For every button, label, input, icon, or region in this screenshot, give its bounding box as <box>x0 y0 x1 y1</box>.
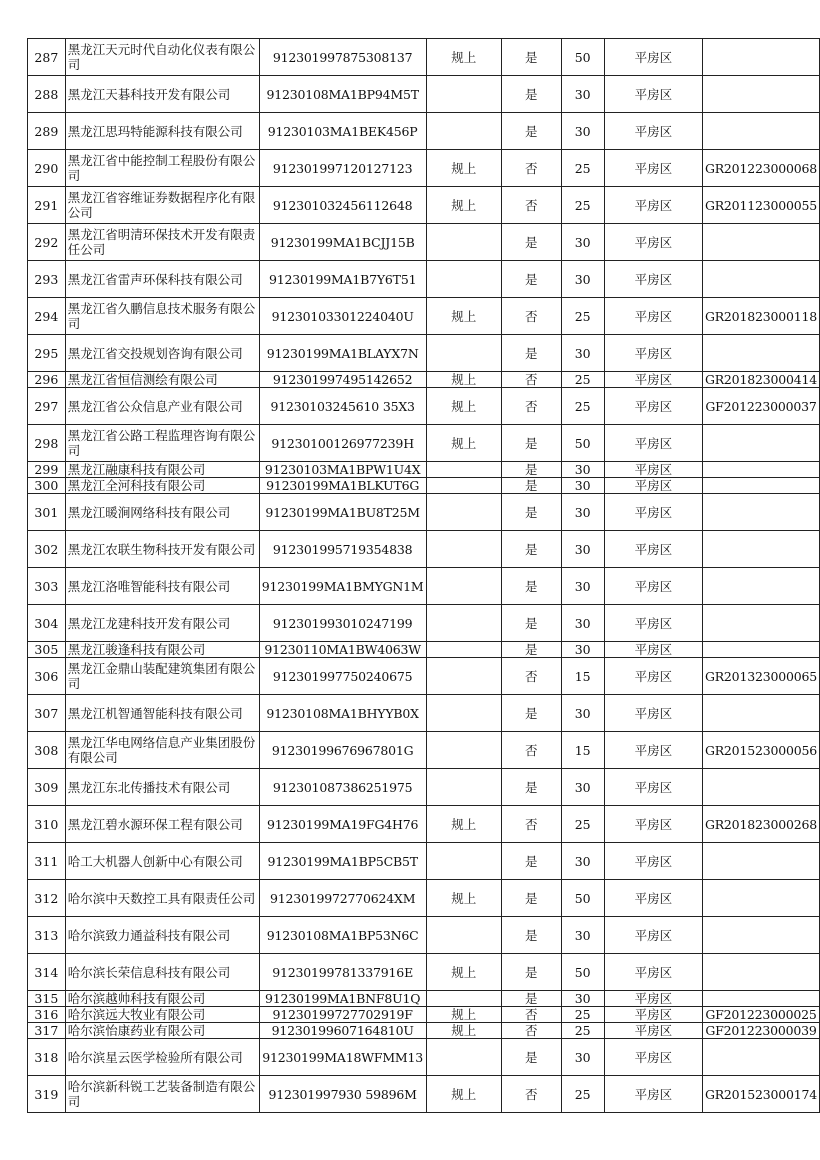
credit-code-cell: 91230199MA1BLKUT6G <box>259 478 426 494</box>
credit-code-cell: 91230199MA1BU8T25M <box>259 494 426 531</box>
flag-cell: 是 <box>501 769 561 806</box>
table-row <box>28 531 820 568</box>
table-row <box>28 917 820 954</box>
scale-cell <box>426 531 501 568</box>
score-cell: 25 <box>561 372 604 388</box>
row-number-cell: 291 <box>28 187 66 224</box>
credit-code-cell: 91230108MA1BP94M5T <box>259 76 426 113</box>
scale-cell <box>426 224 501 261</box>
score-cell: 30 <box>561 769 604 806</box>
table-row <box>28 1007 820 1023</box>
district-cell: 平房区 <box>604 224 702 261</box>
scale-cell <box>426 568 501 605</box>
table-row <box>28 1076 820 1113</box>
district-cell: 平房区 <box>604 372 702 388</box>
company-name-cell: 黑龙江全河科技有限公司 <box>65 478 259 494</box>
company-name-cell: 哈尔滨长荣信息科技有限公司 <box>65 954 259 991</box>
certificate-cell: GF201223000037 <box>702 388 819 425</box>
table-row <box>28 732 820 769</box>
credit-code-cell: 91230199727702919F <box>259 1007 426 1023</box>
row-number-cell: 304 <box>28 605 66 642</box>
scale-cell: 规上 <box>426 39 501 76</box>
row-number-cell: 319 <box>28 1076 66 1113</box>
flag-cell: 是 <box>501 568 561 605</box>
district-cell: 平房区 <box>604 695 702 732</box>
company-name-cell: 黑龙江省交投规划咨询有限公司 <box>65 335 259 372</box>
row-number-cell: 303 <box>28 568 66 605</box>
credit-code-cell: 912301032456112648 <box>259 187 426 224</box>
company-name-cell: 哈尔滨新科锐工艺装备制造有限公司 <box>65 1076 259 1113</box>
flag-cell: 是 <box>501 224 561 261</box>
row-number-cell: 294 <box>28 298 66 335</box>
row-number-cell: 313 <box>28 917 66 954</box>
score-cell: 50 <box>561 880 604 917</box>
credit-code-cell: 91230199MA1BLAYX7N <box>259 335 426 372</box>
certificate-cell: GR201823000268 <box>702 806 819 843</box>
table-row <box>28 150 820 187</box>
scale-cell <box>426 605 501 642</box>
district-cell: 平房区 <box>604 1007 702 1023</box>
table-row <box>28 425 820 462</box>
district-cell: 平房区 <box>604 605 702 642</box>
company-name-cell: 黑龙江融康科技有限公司 <box>65 462 259 478</box>
scale-cell <box>426 769 501 806</box>
district-cell: 平房区 <box>604 568 702 605</box>
table-row <box>28 76 820 113</box>
score-cell: 50 <box>561 954 604 991</box>
table-row <box>28 568 820 605</box>
credit-code-cell: 91230199676967801G <box>259 732 426 769</box>
flag-cell: 否 <box>501 150 561 187</box>
district-cell: 平房区 <box>604 425 702 462</box>
flag-cell: 是 <box>501 843 561 880</box>
credit-code-cell: 91230103MA1BEK456P <box>259 113 426 150</box>
row-number-cell: 293 <box>28 261 66 298</box>
credit-code-cell: 91230103301224040U <box>259 298 426 335</box>
row-number-cell: 290 <box>28 150 66 187</box>
score-cell: 50 <box>561 39 604 76</box>
district-cell: 平房区 <box>604 462 702 478</box>
company-name-cell: 黑龙江龙建科技开发有限公司 <box>65 605 259 642</box>
credit-code-cell: 91230199MA1BP5CB5T <box>259 843 426 880</box>
flag-cell: 否 <box>501 1007 561 1023</box>
certificate-cell <box>702 568 819 605</box>
company-name-cell: 黑龙江华电网络信息产业集团股份有限公司 <box>65 732 259 769</box>
certificate-cell: GR201223000068 <box>702 150 819 187</box>
table-row <box>28 335 820 372</box>
score-cell: 30 <box>561 76 604 113</box>
credit-code-cell: 91230103MA1BPW1U4X <box>259 462 426 478</box>
score-cell: 15 <box>561 732 604 769</box>
table-row <box>28 1039 820 1076</box>
company-name-cell: 黑龙江暖涧网络科技有限公司 <box>65 494 259 531</box>
table-row <box>28 991 820 1007</box>
district-cell: 平房区 <box>604 880 702 917</box>
district-cell: 平房区 <box>604 917 702 954</box>
row-number-cell: 310 <box>28 806 66 843</box>
certificate-cell <box>702 425 819 462</box>
flag-cell: 否 <box>501 372 561 388</box>
score-cell: 25 <box>561 1007 604 1023</box>
company-name-cell: 黑龙江省中能控制工程股份有限公司 <box>65 150 259 187</box>
credit-code-cell: 91230199781337916E <box>259 954 426 991</box>
row-number-cell: 300 <box>28 478 66 494</box>
credit-code-cell: 912301997930 59896M <box>259 1076 426 1113</box>
score-cell: 30 <box>561 991 604 1007</box>
table-row <box>28 642 820 658</box>
flag-cell: 是 <box>501 642 561 658</box>
row-number-cell: 296 <box>28 372 66 388</box>
score-cell: 25 <box>561 1076 604 1113</box>
credit-code-cell: 912301993010247199 <box>259 605 426 642</box>
score-cell: 30 <box>561 917 604 954</box>
row-number-cell: 315 <box>28 991 66 1007</box>
table-row <box>28 605 820 642</box>
scale-cell <box>426 113 501 150</box>
certificate-cell <box>702 224 819 261</box>
row-number-cell: 287 <box>28 39 66 76</box>
score-cell: 30 <box>561 695 604 732</box>
company-name-cell: 黑龙江机智通智能科技有限公司 <box>65 695 259 732</box>
company-name-cell: 哈尔滨星云医学检验所有限公司 <box>65 1039 259 1076</box>
row-number-cell: 309 <box>28 769 66 806</box>
flag-cell: 否 <box>501 732 561 769</box>
district-cell: 平房区 <box>604 39 702 76</box>
row-number-cell: 288 <box>28 76 66 113</box>
district-cell: 平房区 <box>604 478 702 494</box>
score-cell: 30 <box>561 568 604 605</box>
credit-code-cell: 91230199607164810U <box>259 1023 426 1039</box>
certificate-cell <box>702 76 819 113</box>
company-name-cell: 黑龙江思玛特能源科技有限公司 <box>65 113 259 150</box>
row-number-cell: 312 <box>28 880 66 917</box>
credit-code-cell: 9123019972770624XM <box>259 880 426 917</box>
table-row <box>28 39 820 76</box>
table-row <box>28 695 820 732</box>
score-cell: 30 <box>561 478 604 494</box>
credit-code-cell: 912301997750240675 <box>259 658 426 695</box>
company-name-cell: 黑龙江天元时代自动化仪表有限公司 <box>65 39 259 76</box>
certificate-cell: GR201323000065 <box>702 658 819 695</box>
flag-cell: 否 <box>501 1023 561 1039</box>
scale-cell <box>426 462 501 478</box>
flag-cell: 否 <box>501 806 561 843</box>
company-name-cell: 黑龙江省久鹏信息技术服务有限公司 <box>65 298 259 335</box>
flag-cell: 是 <box>501 954 561 991</box>
scale-cell <box>426 335 501 372</box>
score-cell: 15 <box>561 658 604 695</box>
credit-code-cell: 912301997120127123 <box>259 150 426 187</box>
credit-code-cell: 912301087386251975 <box>259 769 426 806</box>
flag-cell: 是 <box>501 261 561 298</box>
company-name-cell: 黑龙江天碁科技开发有限公司 <box>65 76 259 113</box>
certificate-cell: GF201223000039 <box>702 1023 819 1039</box>
district-cell: 平房区 <box>604 335 702 372</box>
company-name-cell: 哈工大机器人创新中心有限公司 <box>65 843 259 880</box>
flag-cell: 是 <box>501 462 561 478</box>
scale-cell: 规上 <box>426 880 501 917</box>
district-cell: 平房区 <box>604 531 702 568</box>
company-name-cell: 哈尔滨越帅科技有限公司 <box>65 991 259 1007</box>
score-cell: 30 <box>561 335 604 372</box>
company-name-cell: 黑龙江省雷声环保科技有限公司 <box>65 261 259 298</box>
certificate-cell <box>702 39 819 76</box>
certificate-cell <box>702 261 819 298</box>
company-name-cell: 黑龙江洛唯智能科技有限公司 <box>65 568 259 605</box>
certificate-cell <box>702 531 819 568</box>
certificate-cell <box>702 954 819 991</box>
credit-code-cell: 91230103245610 35X3 <box>259 388 426 425</box>
flag-cell: 是 <box>501 917 561 954</box>
certificate-cell <box>702 642 819 658</box>
score-cell: 30 <box>561 261 604 298</box>
scale-cell <box>426 642 501 658</box>
table-row <box>28 658 820 695</box>
table-row <box>28 478 820 494</box>
table-row <box>28 1023 820 1039</box>
district-cell: 平房区 <box>604 991 702 1007</box>
table-row <box>28 372 820 388</box>
certificate-cell <box>702 335 819 372</box>
credit-code-cell: 91230199MA18WFMM13 <box>259 1039 426 1076</box>
scale-cell: 规上 <box>426 298 501 335</box>
flag-cell: 否 <box>501 187 561 224</box>
flag-cell: 是 <box>501 113 561 150</box>
score-cell: 30 <box>561 642 604 658</box>
company-name-cell: 黑龙江骏逢科技有限公司 <box>65 642 259 658</box>
row-number-cell: 305 <box>28 642 66 658</box>
flag-cell: 是 <box>501 695 561 732</box>
score-cell: 30 <box>561 224 604 261</box>
scale-cell <box>426 732 501 769</box>
score-cell: 25 <box>561 1023 604 1039</box>
district-cell: 平房区 <box>604 1039 702 1076</box>
flag-cell: 是 <box>501 76 561 113</box>
scale-cell <box>426 494 501 531</box>
score-cell: 30 <box>561 1039 604 1076</box>
scale-cell <box>426 478 501 494</box>
company-name-cell: 黑龙江碧水源环保工程有限公司 <box>65 806 259 843</box>
flag-cell: 是 <box>501 991 561 1007</box>
score-cell: 50 <box>561 425 604 462</box>
row-number-cell: 317 <box>28 1023 66 1039</box>
district-cell: 平房区 <box>604 494 702 531</box>
flag-cell: 是 <box>501 494 561 531</box>
table-row <box>28 806 820 843</box>
district-cell: 平房区 <box>604 76 702 113</box>
credit-code-cell: 91230108MA1BHYYB0X <box>259 695 426 732</box>
score-cell: 25 <box>561 806 604 843</box>
row-number-cell: 302 <box>28 531 66 568</box>
flag-cell: 否 <box>501 388 561 425</box>
scale-cell <box>426 917 501 954</box>
enterprise-table <box>27 38 820 1113</box>
table-row <box>28 224 820 261</box>
flag-cell: 否 <box>501 1076 561 1113</box>
company-name-cell: 哈尔滨致力通益科技有限公司 <box>65 917 259 954</box>
row-number-cell: 289 <box>28 113 66 150</box>
district-cell: 平房区 <box>604 187 702 224</box>
district-cell: 平房区 <box>604 642 702 658</box>
credit-code-cell: 91230110MA1BW4063W <box>259 642 426 658</box>
flag-cell: 是 <box>501 39 561 76</box>
score-cell: 25 <box>561 187 604 224</box>
score-cell: 30 <box>561 113 604 150</box>
district-cell: 平房区 <box>604 113 702 150</box>
certificate-cell <box>702 605 819 642</box>
flag-cell: 是 <box>501 531 561 568</box>
scale-cell: 规上 <box>426 187 501 224</box>
scale-cell: 规上 <box>426 150 501 187</box>
certificate-cell <box>702 113 819 150</box>
table-row <box>28 462 820 478</box>
flag-cell: 是 <box>501 478 561 494</box>
certificate-cell <box>702 880 819 917</box>
credit-code-cell: 91230199MA1BCJJ15B <box>259 224 426 261</box>
table-row <box>28 843 820 880</box>
scale-cell: 规上 <box>426 806 501 843</box>
credit-code-cell: 91230100126977239H <box>259 425 426 462</box>
table-row <box>28 494 820 531</box>
company-name-cell: 黑龙江省恒信测绘有限公司 <box>65 372 259 388</box>
table-row <box>28 954 820 991</box>
row-number-cell: 297 <box>28 388 66 425</box>
table-row <box>28 261 820 298</box>
certificate-cell <box>702 917 819 954</box>
company-name-cell: 黑龙江金鼎山装配建筑集团有限公司 <box>65 658 259 695</box>
company-name-cell: 黑龙江省明清环保技术开发有限责任公司 <box>65 224 259 261</box>
company-name-cell: 黑龙江省公众信息产业有限公司 <box>65 388 259 425</box>
row-number-cell: 311 <box>28 843 66 880</box>
company-name-cell: 黑龙江农联生物科技开发有限公司 <box>65 531 259 568</box>
table-row <box>28 187 820 224</box>
scale-cell: 规上 <box>426 1007 501 1023</box>
row-number-cell: 292 <box>28 224 66 261</box>
certificate-cell <box>702 991 819 1007</box>
scale-cell <box>426 76 501 113</box>
table-row <box>28 388 820 425</box>
credit-code-cell: 91230108MA1BP53N6C <box>259 917 426 954</box>
company-name-cell: 哈尔滨怡康药业有限公司 <box>65 1023 259 1039</box>
scale-cell <box>426 261 501 298</box>
flag-cell: 否 <box>501 658 561 695</box>
table-row <box>28 298 820 335</box>
district-cell: 平房区 <box>604 732 702 769</box>
district-cell: 平房区 <box>604 261 702 298</box>
score-cell: 30 <box>561 605 604 642</box>
score-cell: 30 <box>561 462 604 478</box>
score-cell: 25 <box>561 298 604 335</box>
scale-cell <box>426 843 501 880</box>
credit-code-cell: 91230199MA1B7Y6T51 <box>259 261 426 298</box>
row-number-cell: 318 <box>28 1039 66 1076</box>
certificate-cell <box>702 769 819 806</box>
table-body <box>28 39 820 1113</box>
district-cell: 平房区 <box>604 769 702 806</box>
company-name-cell: 哈尔滨中天数控工具有限责任公司 <box>65 880 259 917</box>
scale-cell: 规上 <box>426 372 501 388</box>
district-cell: 平房区 <box>604 1076 702 1113</box>
score-cell: 30 <box>561 843 604 880</box>
scale-cell: 规上 <box>426 954 501 991</box>
certificate-cell <box>702 695 819 732</box>
flag-cell: 是 <box>501 1039 561 1076</box>
score-cell: 30 <box>561 531 604 568</box>
row-number-cell: 295 <box>28 335 66 372</box>
flag-cell: 是 <box>501 335 561 372</box>
row-number-cell: 316 <box>28 1007 66 1023</box>
flag-cell: 是 <box>501 605 561 642</box>
certificate-cell: GR201523000174 <box>702 1076 819 1113</box>
scale-cell: 规上 <box>426 1076 501 1113</box>
row-number-cell: 301 <box>28 494 66 531</box>
table-row <box>28 113 820 150</box>
scale-cell: 规上 <box>426 388 501 425</box>
district-cell: 平房区 <box>604 954 702 991</box>
district-cell: 平房区 <box>604 1023 702 1039</box>
credit-code-cell: 912301997875308137 <box>259 39 426 76</box>
certificate-cell: GF201223000025 <box>702 1007 819 1023</box>
certificate-cell: GR201823000118 <box>702 298 819 335</box>
scale-cell <box>426 658 501 695</box>
row-number-cell: 298 <box>28 425 66 462</box>
certificate-cell: GR201823000414 <box>702 372 819 388</box>
scale-cell: 规上 <box>426 1023 501 1039</box>
scale-cell: 规上 <box>426 425 501 462</box>
flag-cell: 是 <box>501 425 561 462</box>
credit-code-cell: 912301995719354838 <box>259 531 426 568</box>
scale-cell <box>426 1039 501 1076</box>
district-cell: 平房区 <box>604 150 702 187</box>
company-name-cell: 哈尔滨远大牧业有限公司 <box>65 1007 259 1023</box>
table-row <box>28 880 820 917</box>
certificate-cell <box>702 478 819 494</box>
district-cell: 平房区 <box>604 298 702 335</box>
score-cell: 25 <box>561 150 604 187</box>
flag-cell: 是 <box>501 880 561 917</box>
district-cell: 平房区 <box>604 806 702 843</box>
district-cell: 平房区 <box>604 388 702 425</box>
credit-code-cell: 91230199MA1BMYGN1M <box>259 568 426 605</box>
row-number-cell: 299 <box>28 462 66 478</box>
row-number-cell: 314 <box>28 954 66 991</box>
certificate-cell <box>702 1039 819 1076</box>
row-number-cell: 306 <box>28 658 66 695</box>
scale-cell <box>426 991 501 1007</box>
certificate-cell <box>702 843 819 880</box>
flag-cell: 否 <box>501 298 561 335</box>
district-cell: 平房区 <box>604 658 702 695</box>
credit-code-cell: 91230199MA19FG4H76 <box>259 806 426 843</box>
score-cell: 30 <box>561 494 604 531</box>
credit-code-cell: 912301997495142652 <box>259 372 426 388</box>
district-cell: 平房区 <box>604 843 702 880</box>
company-name-cell: 黑龙江省容维证券数据程序化有限公司 <box>65 187 259 224</box>
certificate-cell <box>702 462 819 478</box>
certificate-cell <box>702 494 819 531</box>
credit-code-cell: 91230199MA1BNF8U1Q <box>259 991 426 1007</box>
table-row <box>28 769 820 806</box>
row-number-cell: 308 <box>28 732 66 769</box>
company-name-cell: 黑龙江东北传播技术有限公司 <box>65 769 259 806</box>
certificate-cell: GR201123000055 <box>702 187 819 224</box>
company-name-cell: 黑龙江省公路工程监理咨询有限公司 <box>65 425 259 462</box>
score-cell: 25 <box>561 388 604 425</box>
row-number-cell: 307 <box>28 695 66 732</box>
certificate-cell: GR201523000056 <box>702 732 819 769</box>
scale-cell <box>426 695 501 732</box>
